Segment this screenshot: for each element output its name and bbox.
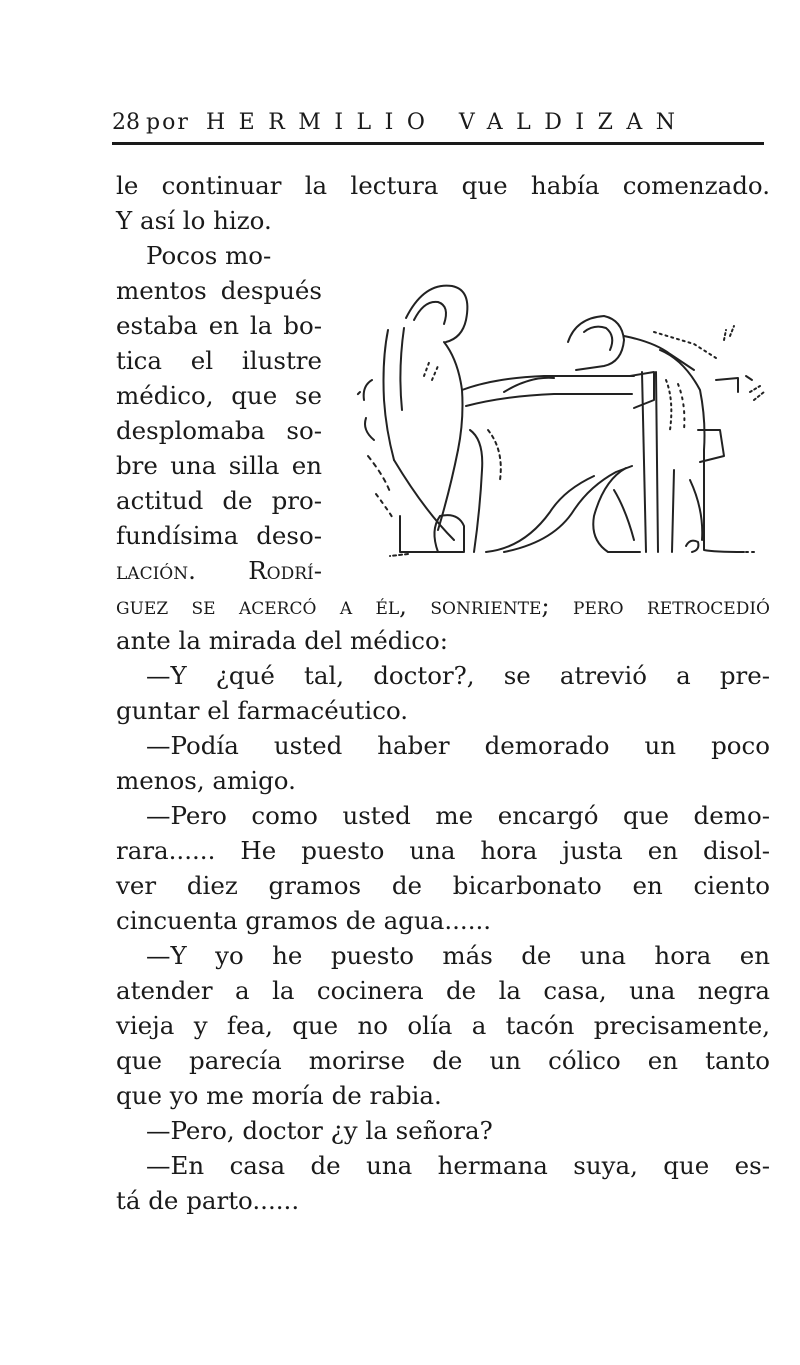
page-number: 28	[112, 110, 140, 135]
text-line: lación. Rodrí-	[116, 556, 322, 585]
text-line: —Pero, doctor ¿y la señora?	[146, 1116, 493, 1145]
text-line: le continuar la lectura que había comenzado.	[116, 171, 770, 200]
text-line: tá de parto......	[116, 1186, 300, 1215]
text-line: ver diez gramos de bicarbonato en ciento	[116, 871, 770, 900]
text-line: vieja y fea, que no olía a tacón precisamente,	[116, 1011, 770, 1040]
text-line: guntar el farmacéutico.	[116, 696, 409, 725]
illustration-head-right	[568, 316, 624, 370]
text-line: cincuenta gramos de agua......	[116, 906, 492, 935]
header-author: HERMILIO VALDIZAN	[206, 110, 689, 135]
header-rule	[112, 142, 764, 145]
text-line-content: guez se acercó a él, sonriente; pero retrocedió	[116, 591, 770, 620]
text-line: ante la mirada del médico:	[116, 626, 448, 655]
text-line: mentos después	[116, 276, 322, 305]
text-line: Pocos mo-	[146, 241, 272, 270]
text-line: fundísima deso-	[116, 521, 322, 550]
text-line: médico, que se	[116, 381, 322, 410]
running-header	[112, 104, 764, 144]
text-line: —En casa de una hermana suya, que es-	[146, 1151, 770, 1180]
text-line: —Pero como usted me encargó que demo-	[146, 801, 770, 830]
illustration-head-left	[406, 286, 467, 342]
text-line: que yo me moría de rabia.	[116, 1081, 442, 1110]
text-line: menos, amigo.	[116, 766, 296, 795]
text-line: bre una silla en	[116, 451, 322, 480]
text-line: atender a la cocinera de la casa, una negra	[116, 976, 770, 1005]
header-by: por	[146, 110, 190, 135]
text-line	[116, 588, 770, 623]
text-line: Y así lo hizo.	[116, 206, 272, 235]
text-line: —Y yo he puesto más de una hora en	[146, 941, 770, 970]
text-block-top	[116, 168, 770, 238]
text-block-bottom	[116, 588, 770, 1218]
text-line: estaba en la bo-	[116, 311, 322, 340]
text-line: tica el ilustre	[116, 346, 322, 375]
figure-illustration	[354, 280, 770, 566]
text-line: —Y ¿qué tal, doctor?, se atrevió a pre-	[146, 661, 770, 690]
text-line: desplomaba so-	[116, 416, 322, 445]
text-line: —Podía usted haber demorado un poco	[146, 731, 770, 760]
text-line: que parecía morirse de un cólico en tanto	[116, 1046, 770, 1075]
text-line: actitud de pro-	[116, 486, 322, 515]
text-line: rara...... He puesto una hora justa en disol-	[116, 836, 770, 865]
